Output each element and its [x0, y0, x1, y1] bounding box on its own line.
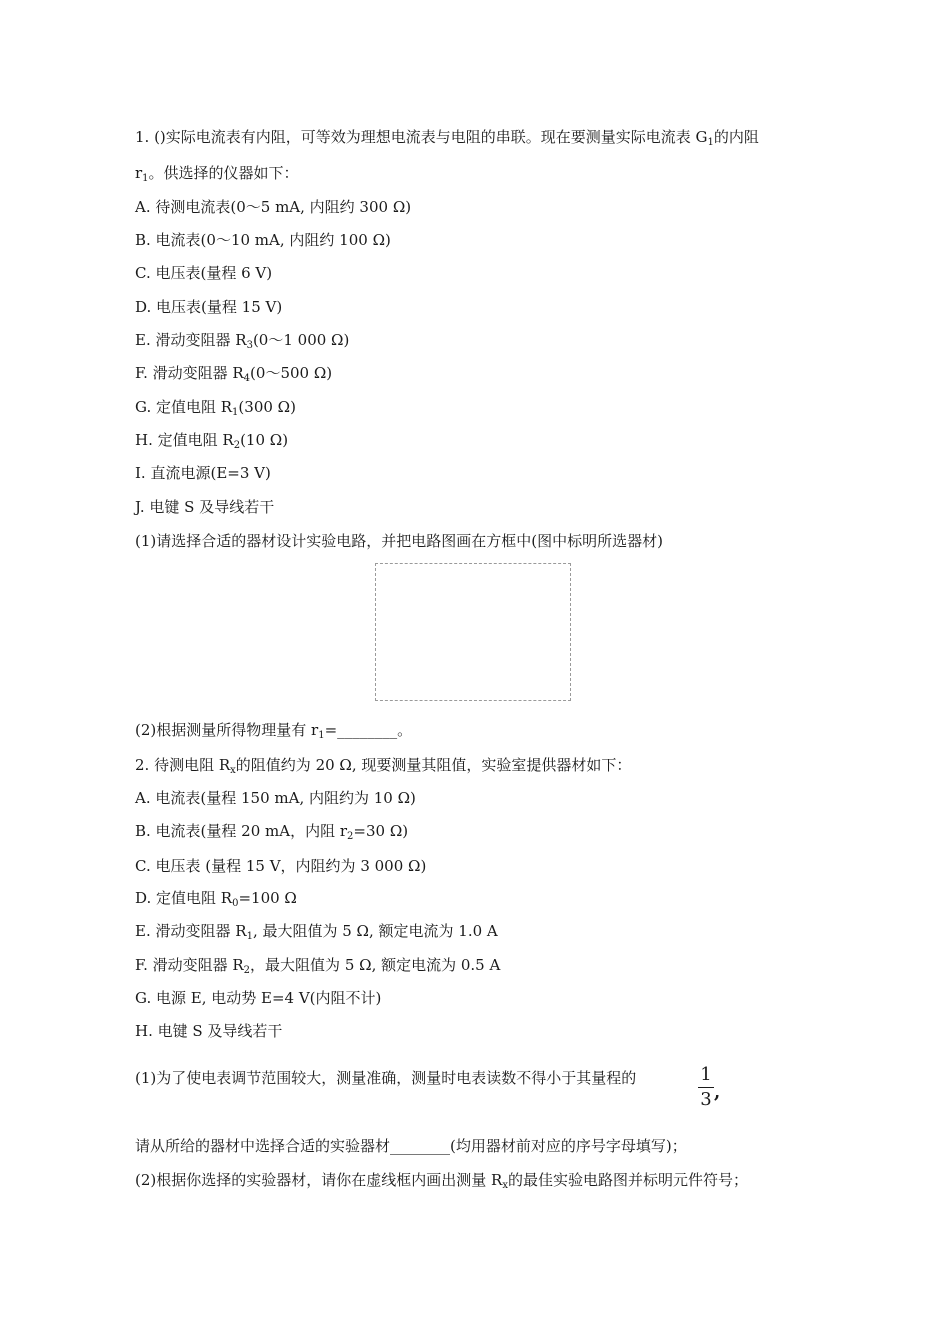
prompt-text: (2)根据你选择的实验器材，请你在虚线框内画出测量 R [135, 1171, 503, 1189]
q1-intro-text: 1. ()实际电流表有内阻，可等效为理想电流表与电阻的串联。现在要测量实际电流表 G [135, 128, 708, 146]
q2-part1-continuation: 请从所给的器材中选择合适的实验器材________(均用器材前对应的序号字母填写)； [135, 1137, 687, 1155]
option-text: F. 滑动变阻器 R [135, 364, 244, 382]
subscript: 2 [243, 965, 251, 976]
subscript: 2 [347, 831, 354, 842]
q1-part1-prompt: (1)请选择合适的器材设计实验电路，并把电路图画在方框中(图中标明所选器材) [135, 532, 663, 550]
subscript: 1 [246, 931, 253, 942]
prompt-text-end: 的最佳实验电路图并标明元件符号； [507, 1171, 748, 1189]
q2-part2-prompt [135, 1170, 748, 1193]
q2-option-d [135, 888, 297, 911]
subscript: 1 [707, 137, 714, 148]
option-text-end: , 最大阻值为 5 Ω, 额定电流为 1.0 A [252, 922, 498, 940]
subscript: x [230, 765, 236, 776]
q2-option-e [135, 921, 498, 944]
q1-option-e [135, 330, 349, 353]
q1-intro2-text-end: 。供选择的仪器如下： [148, 164, 299, 182]
q2-option-a: A. 电流表(量程 150 mA, 内阻约为 10 Ω) [135, 789, 416, 807]
option-text-end: ，最大阻值为 5 Ω, 额定电流为 0.5 A [250, 956, 501, 974]
option-text-end: (300 Ω) [238, 398, 296, 416]
prompt-text-end: =________。 [324, 721, 413, 739]
option-text: F. 滑动变阻器 R [135, 956, 244, 974]
q1-intro-text-end: 的内阻 [713, 128, 759, 146]
option-text-end: (0～1 000 Ω) [252, 331, 350, 349]
q1-option-b: B. 电流表(0～10 mA, 内阻约 100 Ω) [135, 231, 391, 249]
fraction-comma: , [714, 1082, 721, 1103]
q1-part2-prompt [135, 720, 412, 743]
option-text-end: =100 Ω [238, 889, 297, 907]
q1-option-i: I. 直流电源(E=3 V) [135, 464, 271, 482]
q1-option-j: J. 电键 S 及导线若干 [135, 498, 275, 516]
q2-intro-text: 2. 待测电阻 R [135, 756, 231, 774]
option-text-end: =30 Ω) [353, 822, 409, 840]
q1-option-d: D. 电压表(量程 15 V) [135, 298, 283, 316]
q1-intro-line2 [135, 163, 299, 186]
q2-option-f [135, 955, 500, 978]
q2-part1-prompt: (1)为了使电表调节范围较大，测量准确，测量时电表读数不得小于其量程的 [135, 1069, 637, 1087]
subscript: 3 [246, 340, 253, 351]
fraction-denominator: 3 [700, 1089, 712, 1110]
q2-option-h: H. 电键 S 及导线若干 [135, 1022, 283, 1040]
option-text-end: (0～500 Ω) [250, 364, 333, 382]
subscript: 0 [232, 898, 239, 909]
circuit-drawing-box[interactable] [375, 563, 571, 701]
option-text: H. 定值电阻 R [135, 431, 234, 449]
q1-intro-line1 [135, 127, 759, 150]
q2-intro-line [135, 755, 631, 778]
fraction-numerator: 1 [700, 1064, 712, 1085]
fraction-one-third [698, 1064, 714, 1111]
option-text: D. 定值电阻 R [135, 889, 233, 907]
option-text-end: (10 Ω) [240, 431, 289, 449]
subscript: 2 [233, 440, 241, 451]
q2-intro-text-end: 的阻值约为 20 Ω, 现要测量其阻值，实验室提供器材如下： [235, 756, 632, 774]
fraction-bar [698, 1087, 714, 1088]
q1-option-f [135, 363, 332, 386]
prompt-text: (2)根据测量所得物理量有 r [135, 721, 319, 739]
option-text: E. 滑动变阻器 R [135, 922, 247, 940]
subscript: 1 [318, 730, 325, 741]
subscript: x [502, 1180, 508, 1191]
q1-option-a: A. 待测电流表(0～5 mA, 内阻约 300 Ω) [135, 198, 412, 216]
q2-option-g: G. 电源 E, 电动势 E=4 V(内阻不计) [135, 989, 382, 1007]
q1-option-h [135, 430, 288, 453]
subscript: 1 [142, 173, 149, 184]
subscript: 4 [243, 373, 251, 384]
q1-intro2-text: r [135, 164, 143, 182]
q1-option-c: C. 电压表(量程 6 V) [135, 264, 273, 282]
option-text: G. 定值电阻 R [135, 398, 233, 416]
option-text: E. 滑动变阻器 R [135, 331, 247, 349]
q1-option-g [135, 397, 296, 420]
option-text: B. 电流表(量程 20 mA，内阻 r [135, 822, 348, 840]
q2-option-c: C. 电压表 (量程 15 V，内阻约为 3 000 Ω) [135, 857, 427, 875]
subscript: 1 [232, 407, 239, 418]
q2-option-b [135, 821, 408, 844]
